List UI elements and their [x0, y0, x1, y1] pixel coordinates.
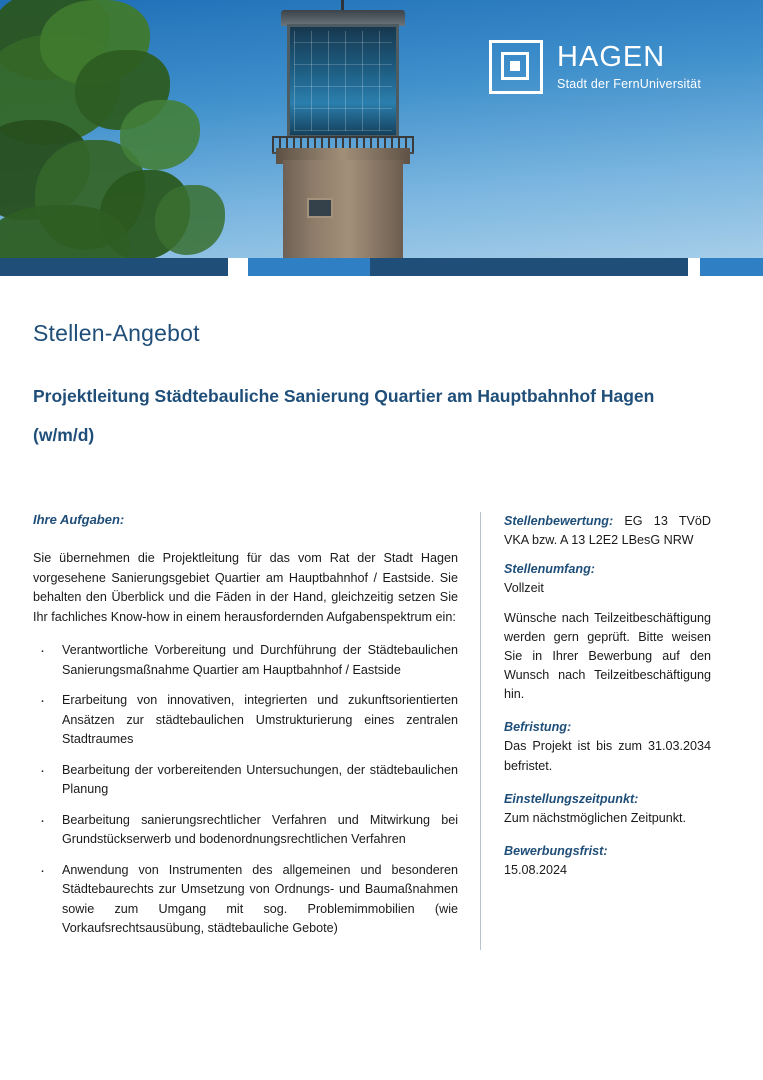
tasks-intro-paragraph: Sie übernehmen die Projektleitung für das vom Rat der Stadt Hagen vorgesehene Sanierungsgebiet Quartier am Hauptbahnhof / Eastside. Sie behalten den Überblick und die Fäden in der Hand, gleichzeitig setzen Sie Ihr fachliches Know-how in einem herausfordernden Aufgabenspektrum ein:	[33, 551, 458, 624]
tasks-list	[33, 641, 458, 939]
document-body	[0, 276, 763, 950]
info-value: EG 13 TVöD VKA bzw. A 13 L2E2 LBesG NRW	[504, 514, 712, 548]
info-label: Stellenbewertung:	[504, 514, 614, 528]
info-label: Bewerbungsfrist:	[504, 843, 608, 858]
list-item: · Erarbeitung von innovativen, integrierten und zukunftsorientierten Ansätzen zur städtebaulichen Umstrukturierung eines zentralen Stadtraumes	[33, 691, 458, 750]
tasks-section-title: Ihre Aufgaben:	[33, 512, 125, 527]
info-label: Stellenumfang:	[504, 562, 595, 577]
two-column-layout	[0, 512, 763, 950]
city-logo	[489, 40, 701, 94]
info-value: Zum nächstmöglichen Zeitpunkt.	[504, 810, 686, 825]
list-item: · Bearbeitung der vorbereitenden Untersuchungen, der städtebaulichen Planung	[33, 761, 458, 800]
tower-window	[307, 198, 333, 218]
logo-subtitle: Stadt der FernUniversität	[557, 77, 701, 92]
tower-glass-cabin	[287, 24, 399, 138]
info-value: Das Projekt ist bis zum 31.03.2034 befristet.	[504, 739, 711, 773]
info-value: 15.08.2024	[504, 863, 568, 878]
page-title: Projektleitung Städtebauliche Sanierung Quartier am Hauptbahnhof Hagen (w/m/d)	[33, 386, 655, 445]
info-value: Wünsche nach Teilzeitbeschäftigung werden gern geprüft. Bitte weisen Sie in Ihrer Bewerbung auf den Wunsch nach Teilzeitbeschäftigung hin.	[504, 610, 711, 702]
info-label: Befristung:	[504, 720, 572, 735]
list-item: · Bearbeitung sanierungsrechtlicher Verfahren und Mitwirkung bei Grundstückserwerb und bodenordnungsrechtlichen Verfahren	[33, 811, 458, 850]
color-band	[0, 258, 763, 276]
tower-shaft	[283, 160, 403, 265]
info-block-stellenbewertung	[504, 512, 711, 550]
right-column	[481, 512, 711, 950]
hagen-square-logo-icon	[489, 40, 543, 94]
info-block-bewerbungsfrist	[504, 842, 711, 880]
left-column	[33, 512, 480, 950]
info-value: Vollzeit	[504, 581, 544, 596]
info-label: Einstellungszeitpunkt:	[504, 791, 639, 806]
logo-title: HAGEN	[557, 41, 666, 74]
info-block-einstellungszeitpunkt	[504, 790, 711, 828]
info-block-teilzeit-hinweis	[504, 609, 711, 705]
page-kicker: Stellen-Angebot	[33, 320, 200, 346]
list-item: · Anwendung von Instrumenten des allgemeinen und besonderen Städtebaurechts zur Umsetzung von Ordnungs- und Baumaßnahmen sowie zum Umgang mit sog. Problemimmobilien (wie Vorkaufsrechtsausübung, städtebauliche Gebote)	[33, 861, 458, 939]
list-item: · Verantwortliche Vorbereitung und Durchführung der Städtebaulichen Sanierungsmaßnahme Quartier am Hauptbahnhof / Eastside	[33, 641, 458, 680]
tree-foliage	[0, 0, 280, 265]
info-block-stellenumfang	[504, 560, 711, 598]
info-block-befristung	[504, 718, 711, 775]
hero-banner	[0, 0, 763, 265]
